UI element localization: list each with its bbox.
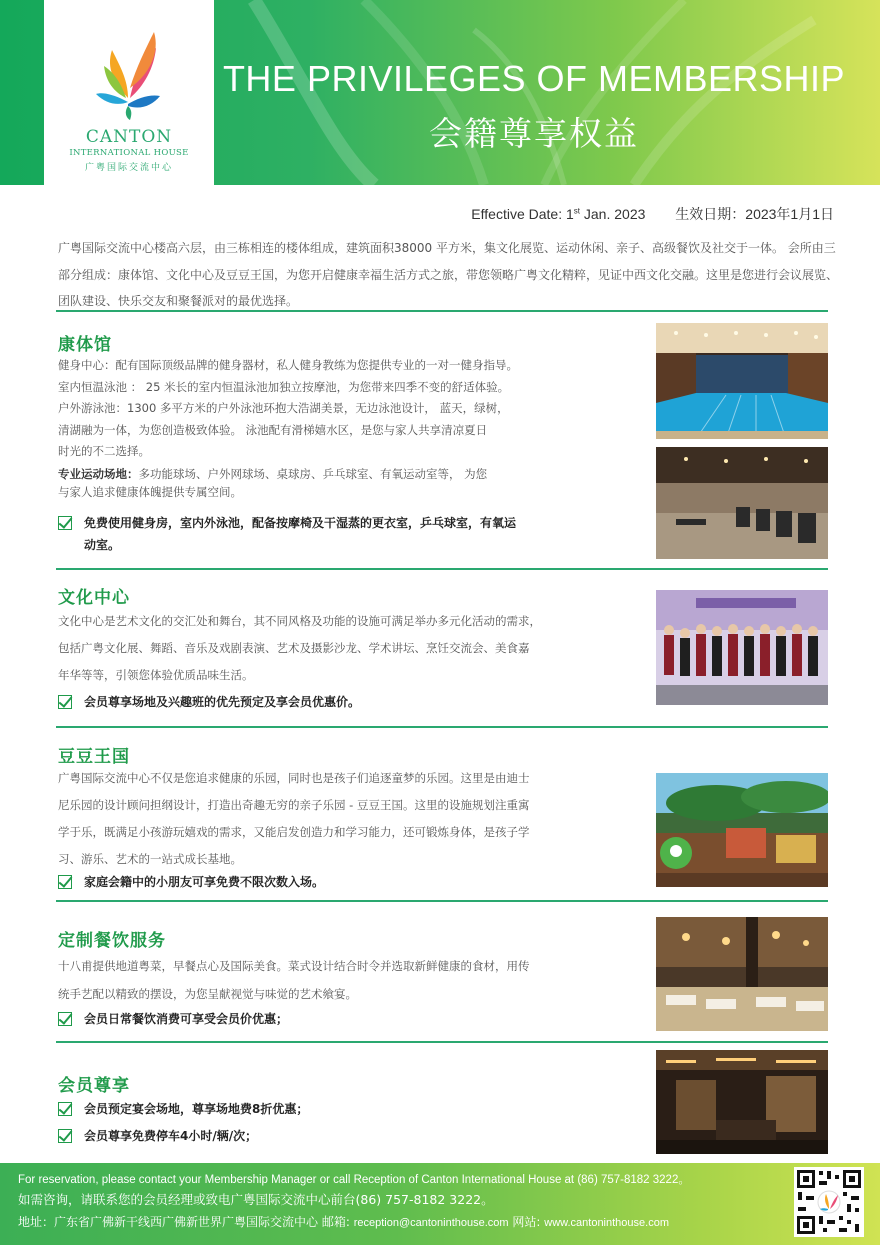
divider xyxy=(56,726,828,728)
benefit-text: 会员尊享免费停车4小时/辆/次； xyxy=(84,1129,258,1143)
banquet-hall-photo xyxy=(656,1050,828,1154)
effective-date xyxy=(471,204,834,224)
check-icon xyxy=(58,695,72,709)
address-label: 地址：广东省广佛新干线西广佛新世界广粤国际交流中心 邮箱: xyxy=(18,1215,354,1229)
footer-reservation-en: For reservation, please contact your Membership Manager or call Reception of Canton International House at (86) 757-8182 3222。 xyxy=(18,1174,690,1186)
sports-label: 专业运动场地： xyxy=(58,467,139,481)
website-link[interactable]: www.cantoninthouse.com xyxy=(544,1217,669,1229)
effective-date-suffix: Jan. 2023 xyxy=(580,206,646,222)
page-title-en: THE PRIVILEGES OF MEMBERSHIP xyxy=(222,58,846,99)
choir-performance-photo xyxy=(656,590,828,705)
check-icon xyxy=(58,516,72,530)
dining-description xyxy=(58,952,530,1008)
text-line: 时光的不二选择。 xyxy=(58,444,150,458)
text-line: 清湖融为一体，为您创造极致体验。 泳池配有滑梯嬉水区，是您与家人共享清凉夏日 xyxy=(58,422,488,437)
text-line: 包括广粤文化展、舞蹈、音乐及戏剧表演、艺术及摄影沙龙、学术讲坛、烹饪交流会、美食嘉 xyxy=(58,641,530,655)
fitness-sports-venues xyxy=(58,465,487,501)
divider xyxy=(56,310,828,312)
intro-paragraph: 广粤国际交流中心楼高六层，由三栋相连的楼体组成，建筑面积38000 平方米，集文化展览、运动休闲、亲子、高级餐饮及社交于一体。 会所由三部分组成：康体馆、文化中心及豆豆王国，为您开启健康幸福生活方式之旅，带您领略广粤文化精粹，见证中西文化交融。这里是您进行会议展览、团队建设、快乐交友和聚餐派对的最优选择。 xyxy=(58,241,839,308)
website-label: 网站: xyxy=(508,1215,545,1229)
qr-code-icon[interactable] xyxy=(794,1167,864,1237)
section-title-member: 会员尊享 xyxy=(58,1076,130,1096)
culture-description xyxy=(58,608,541,689)
check-icon xyxy=(58,1129,72,1143)
benefit-text: 会员日常餐饮消费可享受会员价优惠； xyxy=(84,1012,289,1026)
gym-photo xyxy=(656,447,828,559)
restaurant-photo xyxy=(656,917,828,1031)
kids-description xyxy=(58,765,530,873)
benefit-item xyxy=(58,1098,618,1120)
benefit-item xyxy=(58,691,618,713)
section-title-fitness: 康体馆 xyxy=(58,335,112,355)
section-title-dining: 定制餐饮服务 xyxy=(58,931,166,951)
benefit-item xyxy=(58,1125,618,1147)
text-line: 年华等等，引领您体验优质品味生活。 xyxy=(58,668,254,682)
section-title-kids: 豆豆王国 xyxy=(58,747,130,767)
indoor-pool-photo xyxy=(656,323,828,439)
text-line: 多功能球场、户外网球场、桌球房、乒乓球室、有氧运动室等， 为您 xyxy=(138,467,488,481)
footer xyxy=(0,1163,880,1245)
footer-contact xyxy=(18,1213,669,1230)
divider xyxy=(56,568,828,570)
text-line: 动室。 xyxy=(84,538,121,552)
benefit-item xyxy=(58,512,618,556)
logo-chinese: 广粤国际交流中心 xyxy=(84,163,173,173)
benefit-text: 会员尊享场地及兴趣班的优先预定及享会员优惠价。 xyxy=(84,695,361,709)
section-title-culture: 文化中心 xyxy=(58,588,130,608)
logo-name: CANTON xyxy=(85,127,173,147)
text-line: 室内恒温泳池 ： 25 米长的室内恒温泳池加独立按摩池，为您带来四季不变的舒适体验。 xyxy=(58,379,510,394)
benefit-text: 家庭会籍中的小朋友可享免费不限次数入场。 xyxy=(84,875,325,889)
text-line: 广粤国际交流中心不仅是您追求健康的乐园，同时也是孩子们追逐童梦的乐园。这里是由迪士 xyxy=(58,771,530,785)
text-line: 户外游泳池：1300 多平方米的户外泳池环抱大浩湖美景，无边泳池设计， 蓝天，绿树， xyxy=(58,401,509,415)
text-line: 统手艺配以精致的摆设，为您呈献视觉与味觉的艺术飨宴。 xyxy=(58,987,357,1001)
logo xyxy=(44,0,214,185)
logo-subtitle: INTERNATIONAL HOUSE xyxy=(69,148,189,158)
divider xyxy=(56,900,828,902)
effective-date-en xyxy=(471,206,645,222)
text-line: 文化中心是艺术文化的交汇处和舞台，其不同风格及功能的设施可满足举办多元化活动的需求， xyxy=(58,614,541,628)
text-line: 尼乐园的设计顾问担纲设计，打造出奇趣无穷的亲子乐园 - 豆豆王国。这里的设施规划注重寓 xyxy=(58,798,530,812)
text-line: 学于乐，既满足小孩游玩嬉戏的需求，又能启发创造力和学习能力，还可锻炼身体，是孩子学 xyxy=(58,825,530,839)
benefit-text xyxy=(58,512,618,556)
check-icon xyxy=(58,875,72,889)
effective-date-prefix: Effective Date: 1 xyxy=(471,206,574,222)
text-line: 十八甫提供地道粤菜，早餐点心及国际美食。菜式设计结合时令并选取新鲜健康的食材，用传 xyxy=(58,959,530,973)
benefit-item xyxy=(58,1008,618,1030)
divider xyxy=(56,1041,828,1043)
email-link[interactable]: reception@cantoninthouse.com xyxy=(353,1217,509,1229)
page-title-cn: 会籍尊享权益 xyxy=(429,114,639,153)
check-icon xyxy=(58,1012,72,1026)
effective-date-cn: 生效日期：2023年1月1日 xyxy=(675,206,834,222)
benefit-text: 会员预定宴会场地，尊享场地费8折优惠； xyxy=(84,1102,309,1116)
header-banner xyxy=(0,0,880,185)
logo-flower-icon xyxy=(94,28,164,120)
kids-playground-photo xyxy=(656,773,828,887)
effective-date-sup: st xyxy=(573,206,580,216)
fitness-description xyxy=(58,355,518,463)
footer-reservation-cn: 如需咨询，请联系您的会员经理或致电广粤国际交流中心前台(86) 757-8182 3222。 xyxy=(18,1192,494,1207)
check-icon xyxy=(58,1102,72,1116)
benefit-item xyxy=(58,871,618,893)
text-line: 健身中心：配有国际顶级品牌的健身器材，私人健身教练为您提供专业的一对一健身指导。 xyxy=(58,358,518,372)
text-line: 免费使用健身房，室内外泳池，配备按摩椅及干湿蒸的更衣室，乒乓球室，有氧运 xyxy=(84,516,517,530)
text-line: 习、游乐、艺术的一站式成长基地。 xyxy=(58,852,242,866)
text-line: 与家人追求健康体魄提供专属空间。 xyxy=(58,485,242,499)
